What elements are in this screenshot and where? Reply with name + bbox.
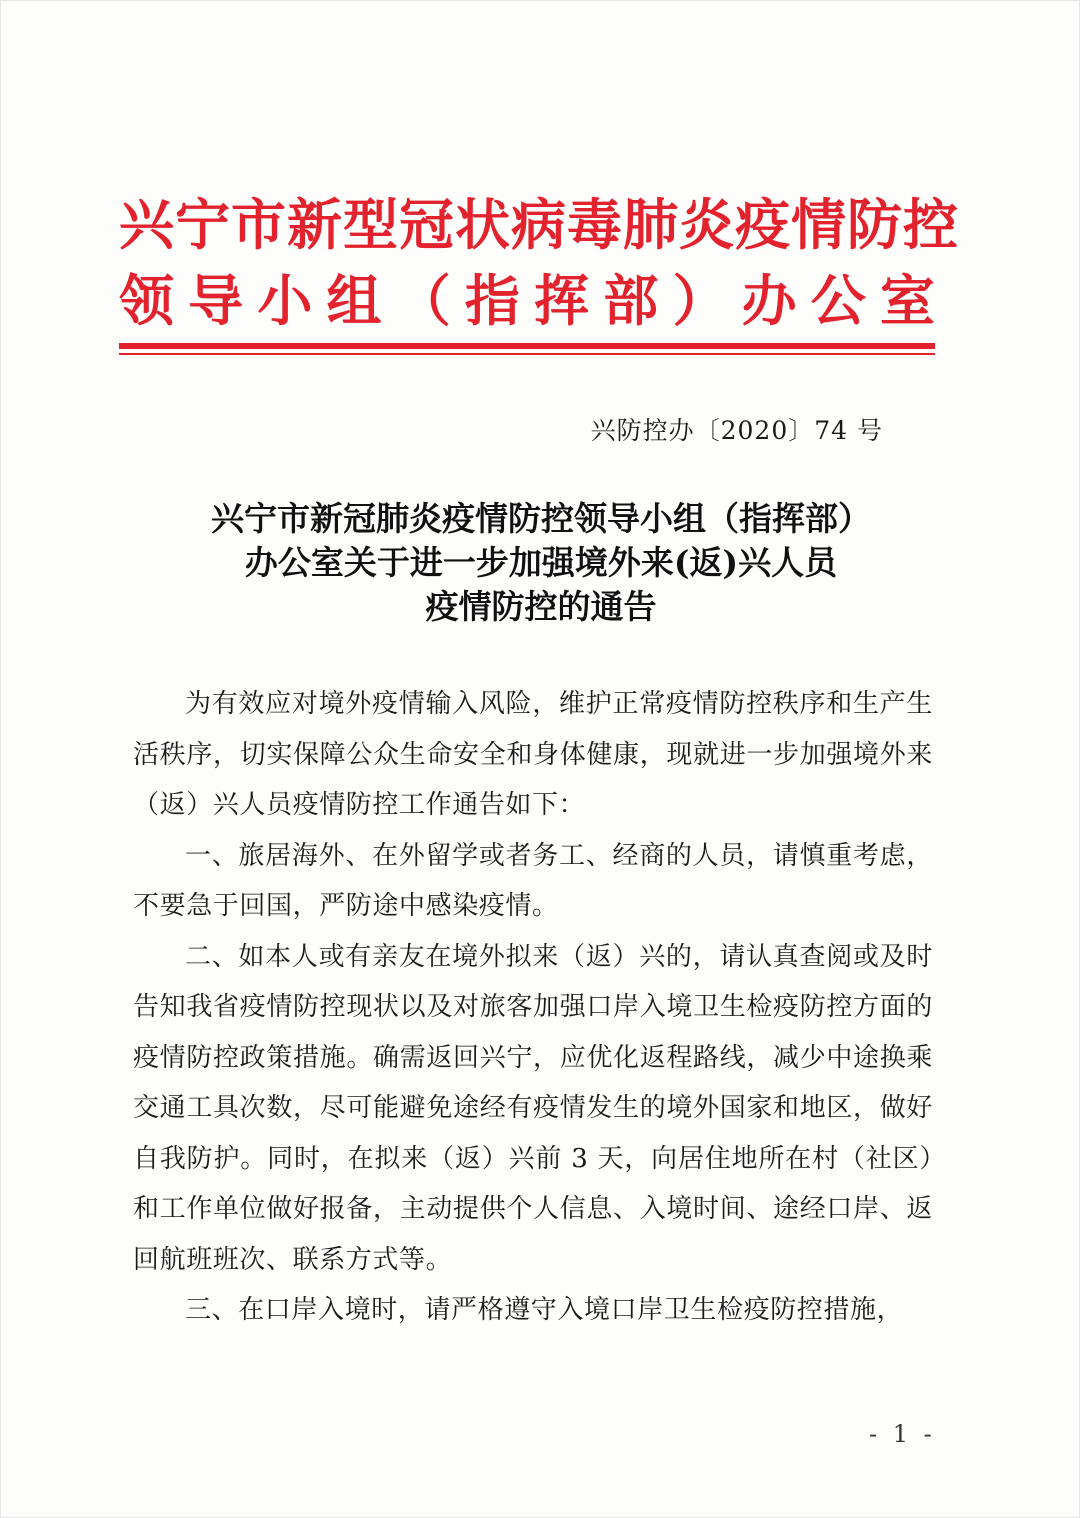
document-title-line3: 疫情防控的通告 [425, 587, 657, 626]
body-paragraph-item-3: 三、在口岸入境时，请严格遵守入境口岸卫生检疫防控措施， [185, 1295, 904, 1325]
body-paragraph-item-2: 二、如本人或有亲友在境外拟来（返）兴的，请认真查阅或及时告知我省疫情防控现状以及对旅客加强口岸入境卫生检疫防控方面的疫情防控政策措施。确需返回兴宁，应优化返程路线，减少中途换乘交通工具次数，尽可能避免途经有疫情发生的境外国家和地区，做好自我防护。同时，在拟来（返）兴前 3 天，向居住地所在村（社区）和工作单位做好报备，主动提供个人信息、入境时间、途经口岸、返回航班班次、联系方式等。 [133, 941, 933, 1275]
document-title-line2: 办公室关于进一步加强境外来(返)兴人员 [244, 543, 838, 582]
page-number: - 1 - [869, 1420, 936, 1448]
body-paragraph-item-1: 一、旅居海外、在外留学或者务工、经商的人员，请慎重考虑，不要急于回国，严防途中感染疫情。 [133, 840, 933, 921]
issuing-office-header-line1: 兴宁市新型冠状病毒肺炎疫情防控 [119, 193, 960, 257]
document-title [91, 497, 991, 629]
document-body [133, 679, 933, 1336]
document-number: 兴防控办〔2020〕74 号 [590, 416, 883, 445]
document-title-line1: 兴宁市新冠肺炎疫情防控领导小组（指挥部） [211, 499, 871, 538]
body-paragraph-intro: 为有效应对境外疫情输入风险，维护正常疫情防控秩序和生产生活秩序，切实保障公众生命安全和身体健康，现就进一步加强境外来（返）兴人员疫情防控工作通告如下： [133, 689, 933, 820]
red-separator-thick [119, 343, 935, 349]
red-separator-thin [119, 353, 935, 355]
issuing-office-header-line2: 领导小组（指挥部）办公室 [119, 269, 935, 333]
